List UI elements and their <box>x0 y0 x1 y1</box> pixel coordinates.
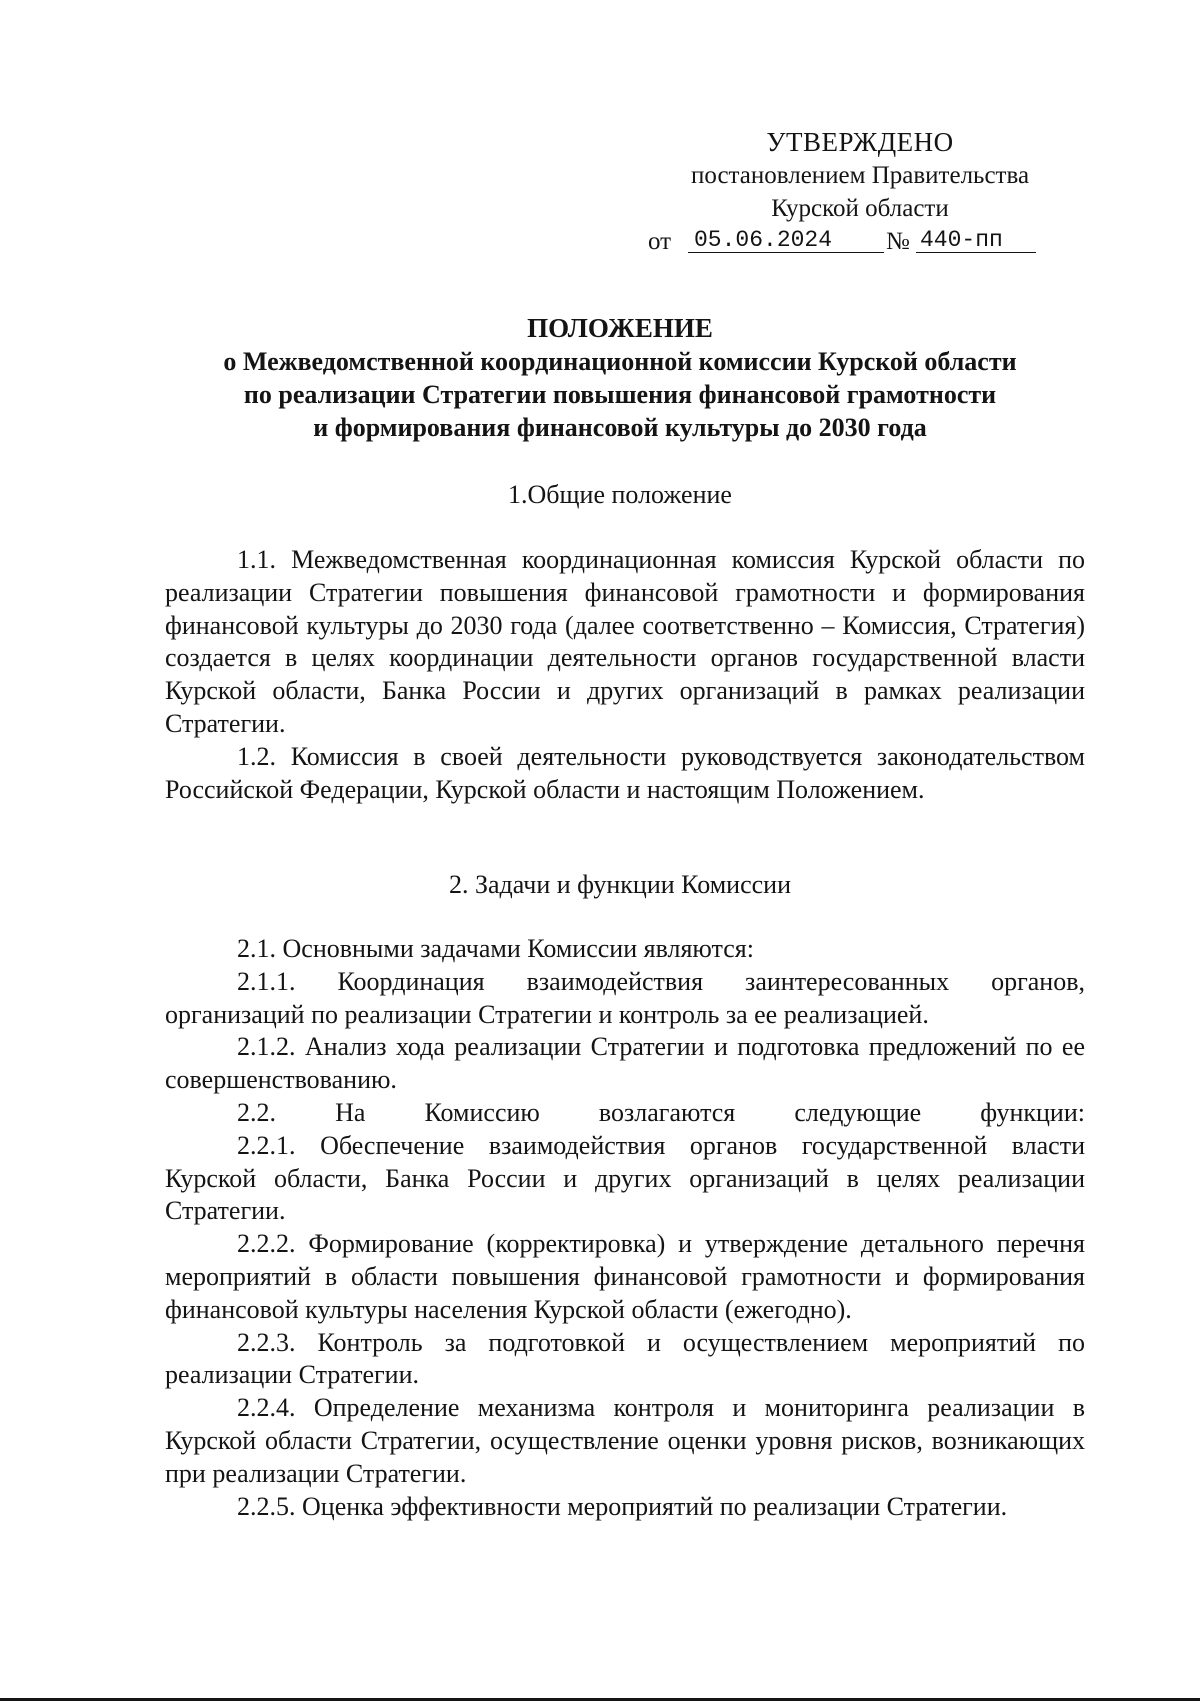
paragraph-1-2: 1.2. Комиссия в своей деятельности руководствуется законодательством Российской Федерации, Курской области и настоящим Положением. <box>165 741 1085 804</box>
approval-from-label: от <box>648 228 672 255</box>
paragraph-2-1: 2.1. Основными задачами Комиссии являются: <box>237 934 754 963</box>
paragraph-2-2-1: 2.2.1. Обеспечение взаимодействия органов государственной власти Курской области, Банка России и других организаций в целях реализации Стратегии. <box>165 1130 1085 1226</box>
page-bottom-edge <box>0 1698 1200 1701</box>
approval-number: 440-пп <box>916 225 1036 253</box>
section-1-body <box>165 544 1085 806</box>
title-main: ПОЛОЖЕНИЕ <box>527 313 713 343</box>
title-line-1: о Межведомственной координационной комиссии Курской области <box>223 347 1017 376</box>
paragraph-2-1-1: 2.1.1. Координация взаимодействия заинтересованных органов, организаций по реализации Стратегии и контроль за ее реализацией. <box>165 966 1085 1029</box>
paragraph-2-2-5: 2.2.5. Оценка эффективности мероприятий по реализации Стратегии. <box>237 1491 1008 1521</box>
paragraph-2-1-2: 2.1.2. Анализ хода реализации Стратегии и подготовка предложений по ее совершенствованию. <box>165 1032 1085 1095</box>
approval-stamp: УТВЕРЖДЕНО <box>766 127 954 157</box>
approval-line-2: Курской области <box>771 195 949 222</box>
paragraph-2-2-2: 2.2.2. Формирование (корректировка) и утверждение детального перечня мероприятий в области повышения финансовой грамотности и формирования финансовой культуры населения Курской области (ежегодно). <box>165 1229 1085 1324</box>
approval-date: 05.06.2024 <box>688 225 884 253</box>
approval-line-1: постановлением Правительства <box>690 162 1030 189</box>
paragraph-1-1: 1.1. Межведомственная координационная комиссия Курской области по реализации Стратегии повышения финансовой грамотности и формирования финансовой культуры до 2030 года (далее соответственно – Комиссия, Стратегия) создается в целях координации деятельности органов государственной власти Курской области, Банка России и других организаций в рамках реализации Стратегии. <box>165 545 1085 738</box>
title-line-3: и формирования финансовой культуры до 2030 года <box>313 413 927 442</box>
paragraph-2-2-4: 2.2.4. Определение механизма контроля и мониторинга реализации в Курской области Стратегии, осуществление оценки уровня рисков, возникающих при реализации Стратегии. <box>165 1393 1085 1488</box>
paragraph-2-2-3: 2.2.3. Контроль за подготовкой и осуществлением мероприятий по реализации Стратегии. <box>165 1327 1085 1390</box>
paragraph-2-2: 2.2. На Комиссию возлагаются следующие функции: <box>237 1097 1085 1127</box>
approval-number-sign: № <box>886 228 910 255</box>
document-title <box>100 312 1140 444</box>
title-line-2: по реализации Стратегии повышения финансовой грамотности <box>243 380 997 409</box>
approval-block <box>640 126 1080 259</box>
section-2-body <box>165 933 1085 1523</box>
section-1-heading: 1.Общие положение <box>508 480 732 509</box>
section-2-heading: 2. Задачи и функции Комиссии <box>448 870 791 899</box>
approval-date-line <box>640 225 1080 259</box>
